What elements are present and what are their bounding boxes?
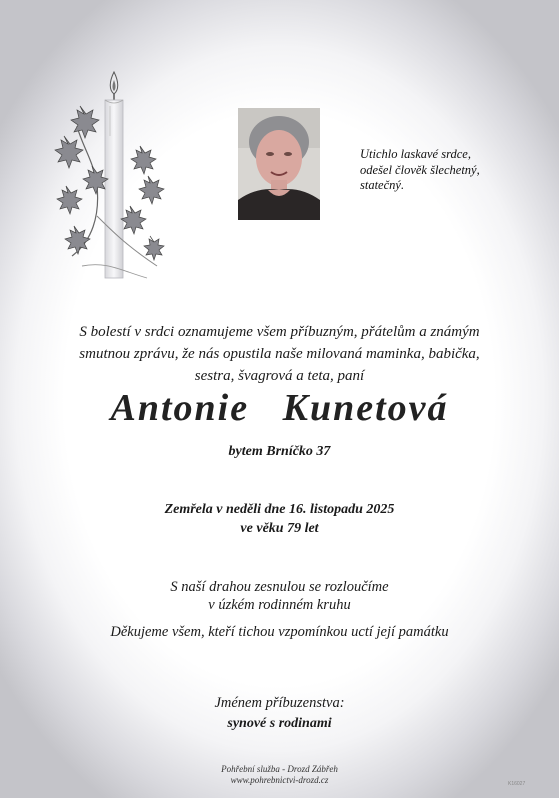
first-name: Antonie: [110, 387, 250, 429]
farewell-line: v úzkém rodinném kruhu: [208, 597, 351, 613]
death-info: [0, 500, 559, 538]
funeral-service-footer: [0, 764, 559, 786]
quote-line: statečný.: [360, 178, 405, 192]
death-age: ve věku 79 let: [240, 521, 319, 536]
funeral-service-name: Pohřební služba - Drozd Zábřeh: [221, 764, 338, 774]
announcement-text: [20, 321, 539, 387]
portrait-photo: [238, 108, 320, 220]
last-name: Kunetová: [282, 387, 449, 429]
death-date: Zemřela v neděli dne 16. listopadu 2025: [164, 502, 395, 517]
funeral-service-website: www.pohrebnictvi-drozd.cz: [230, 775, 329, 785]
quote-line: odešel člověk šlechetný,: [360, 162, 480, 177]
farewell-line: S naší drahou zesnulou se rozloučíme: [170, 579, 389, 595]
farewell-text: [0, 578, 559, 614]
deceased-address: bytem Brníčko 37: [228, 444, 331, 459]
deceased-name: [0, 386, 559, 430]
announcement-line: smutnou zprávu, že nás opustila naše milovaná maminka, babička,: [79, 346, 480, 362]
candle-icon: [52, 66, 172, 286]
announcement-line: sestra, švagrová a teta, paní: [194, 368, 365, 384]
family-signature: synové s rodinami: [227, 716, 332, 731]
thanks-text: Děkujeme všem, kteří tichou vzpomínkou uctí její památku: [110, 624, 449, 640]
quote-text: [360, 147, 540, 194]
quote-line: Utichlo laskavé srdce,: [360, 147, 471, 161]
on-behalf-label: Jménem příbuzenstva:: [214, 695, 345, 711]
print-code: K16027: [508, 781, 526, 787]
announcement-line: S bolestí v srdci oznamujeme všem příbuzným, přátelům a známým: [79, 324, 480, 340]
